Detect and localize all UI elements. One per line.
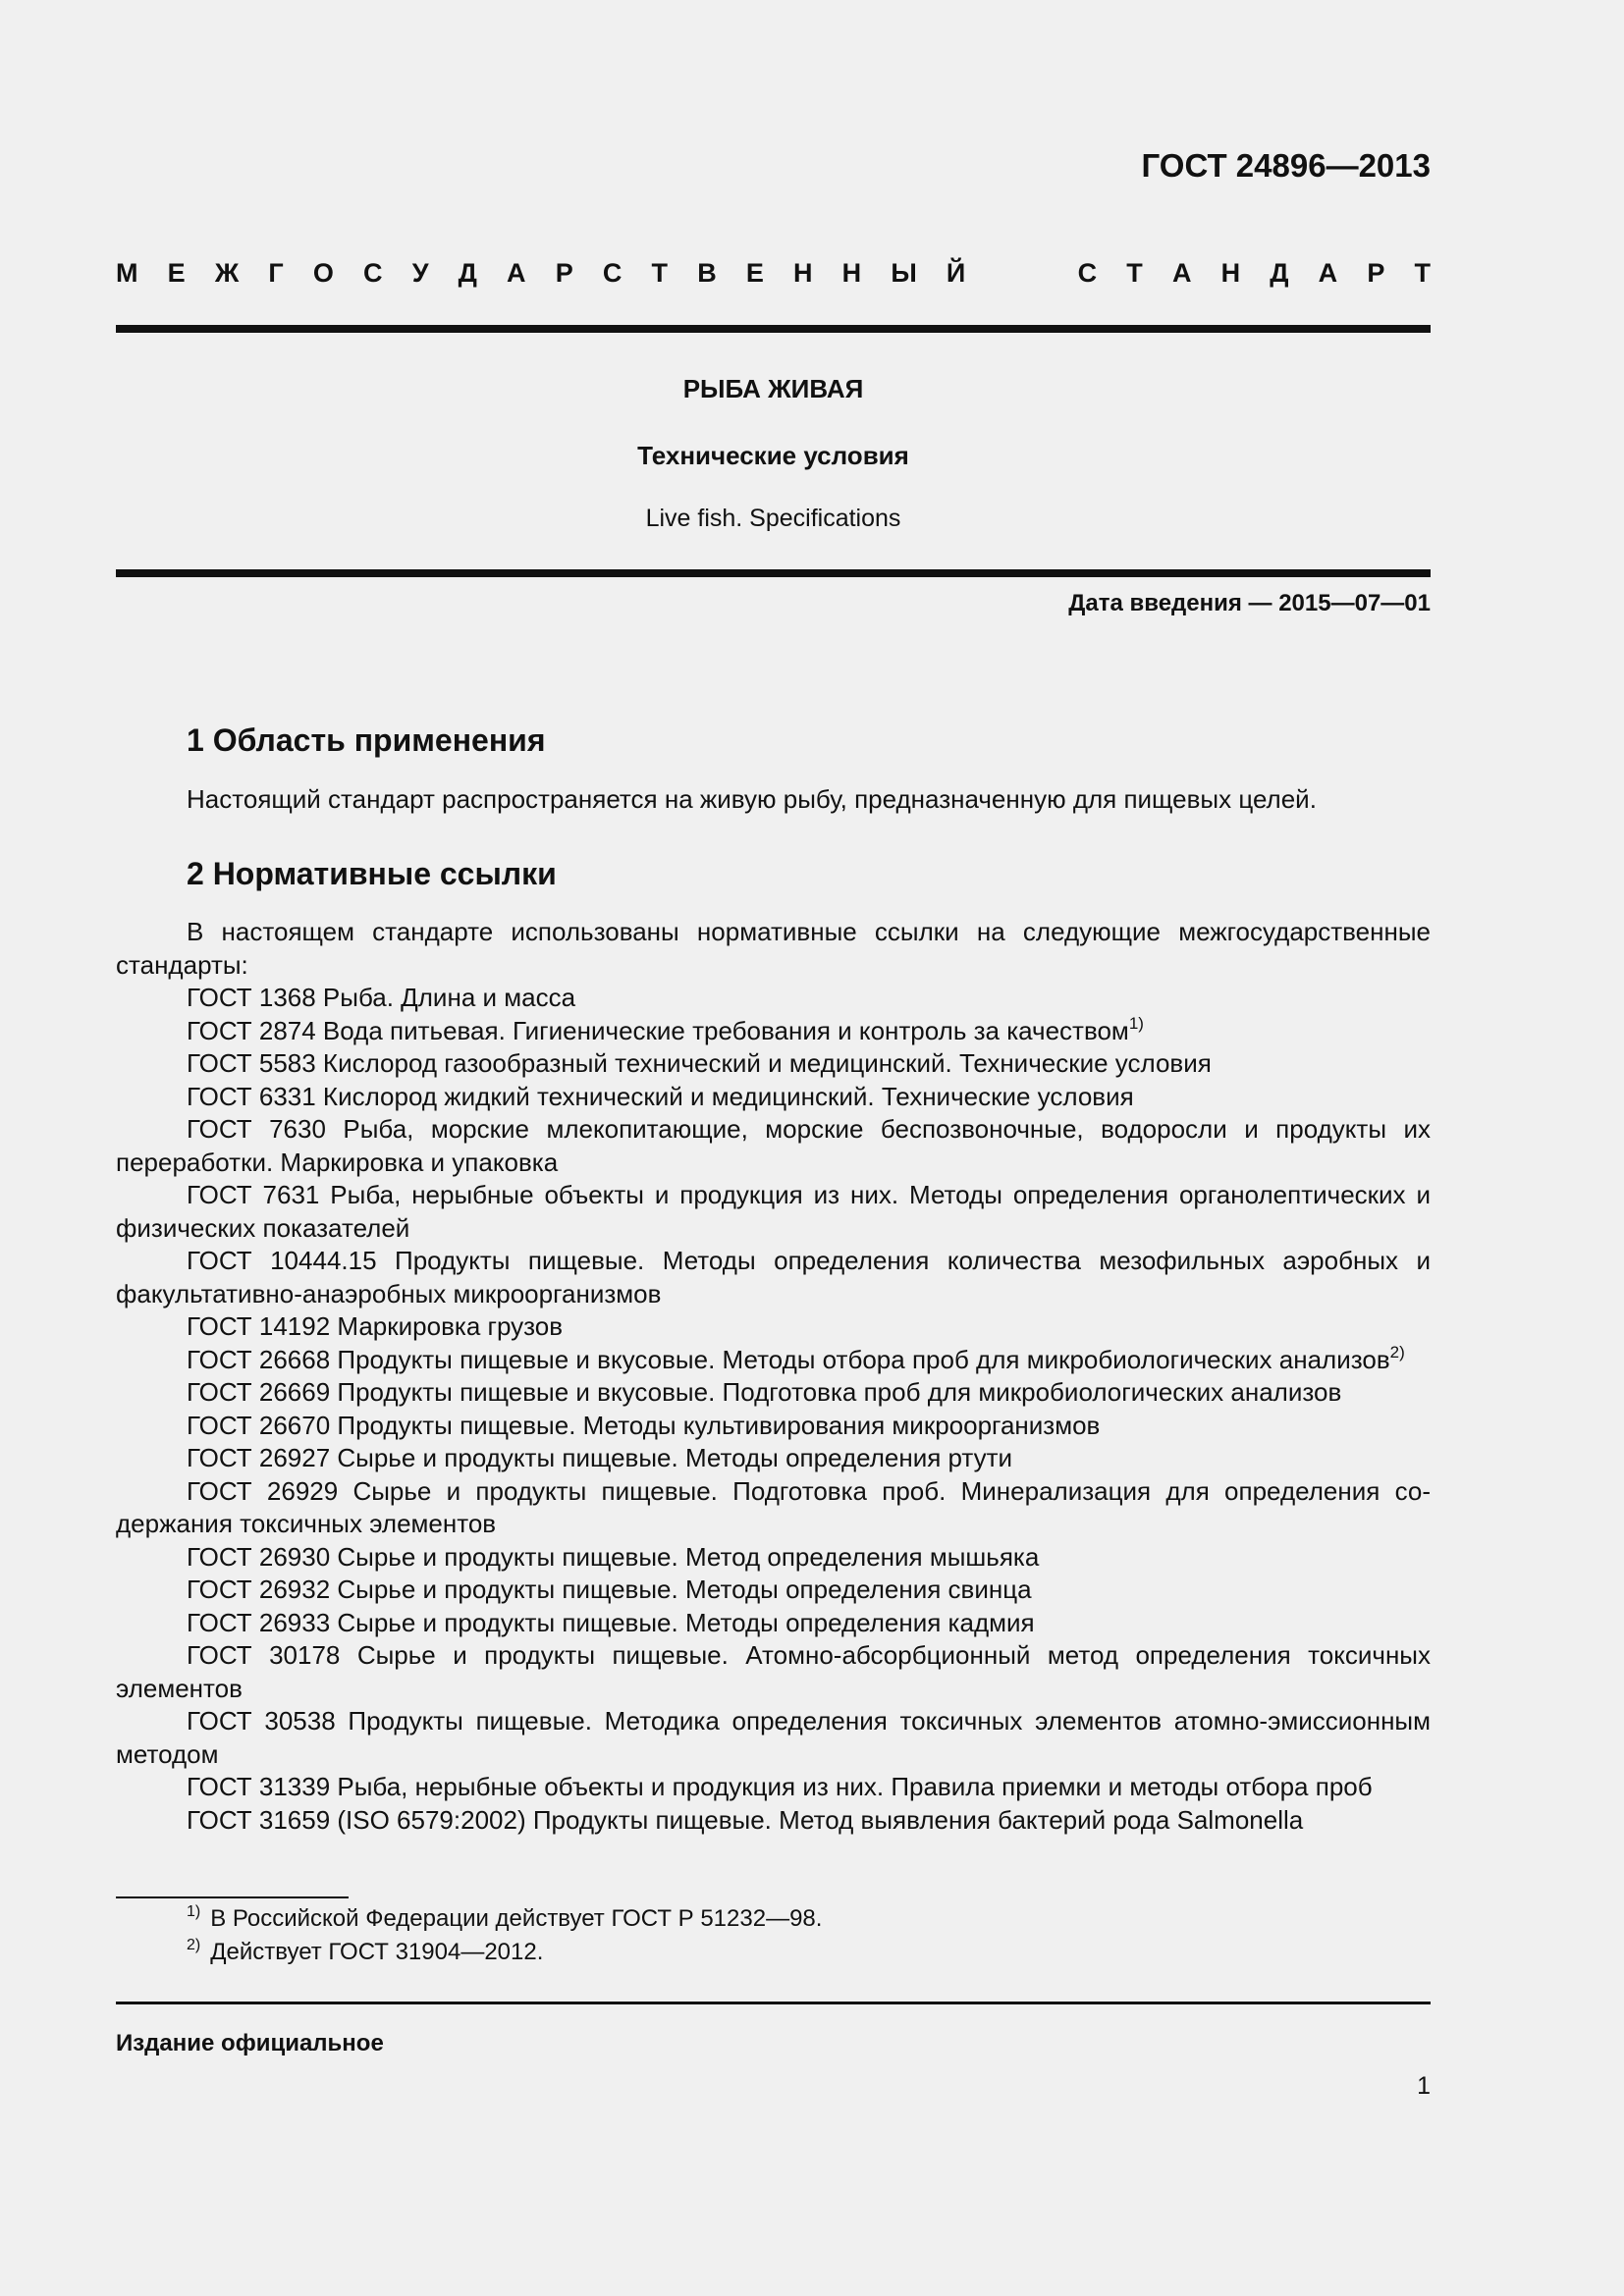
reference-item: ГОСТ 6331 Кислород жидкий технический и медицинский. Технические условия: [187, 1081, 1134, 1111]
official-edition-label: Издание официальное: [116, 2030, 384, 2056]
reference-item: ГОСТ 31659 (ISO 6579:2002) Продукты пищевые. Метод выявления бактерий рода Salmonella: [187, 1804, 1304, 1835]
heading-letter: А: [507, 258, 526, 288]
paragraph: Настоящий стандарт распространяется на живую рыбу, предназначенную для пищевых целей.: [187, 784, 1317, 814]
document-subtitle: Технические условия: [637, 441, 909, 470]
reference-item: ГОСТ 26930 Сырье и продукты пищевые. Метод определения мышьяка: [187, 1541, 1040, 1572]
title-rule: [116, 569, 1431, 577]
heading-letter: Е: [167, 258, 186, 288]
heading-letter: А: [1171, 258, 1192, 288]
reference-item: ГОСТ 5583 Кислород газообразный технический и медицинский. Технические условия: [187, 1048, 1212, 1078]
reference-item: ГОСТ 26670 Продукты пищевые. Методы культивирования микроорганизмов: [187, 1410, 1101, 1440]
section-body-scope: [116, 783, 1431, 817]
word-gap: [995, 253, 1048, 293]
footnote-number: 2): [187, 1937, 201, 1953]
document-title-english: Live fish. Specifications: [645, 505, 901, 532]
footnote-separator: [116, 1896, 349, 1898]
heading-letter: У: [411, 258, 429, 288]
heading-letter: С: [1077, 258, 1098, 288]
footnote-mark: 2): [1389, 1342, 1405, 1362]
reference-item: ГОСТ 31339 Рыба, нерыбные объекты и продукция из них. Правила приемки и методы отбора проб: [187, 1772, 1373, 1801]
reference-item: ГОСТ 7631 Рыба, нерыбные объекты и продукция из них. Методы определения органолептических и физических показателей: [116, 1180, 1431, 1243]
heading-letter: О: [312, 258, 334, 288]
footnote-mark: 1): [1128, 1013, 1144, 1033]
standard-type-heading: [116, 253, 1431, 293]
reference-item: ГОСТ 30538 Продукты пищевые. Методика определения токсичных элементов атомно-эмиссионным методом: [116, 1706, 1431, 1769]
reference-item: ГОСТ 30178 Сырье и продукты пищевые. Атомно-абсорбционный метод определения токсичных элементов: [116, 1640, 1431, 1703]
reference-item: ГОСТ 1368 Рыба. Длина и масса: [187, 983, 576, 1012]
document-number: ГОСТ 24896—2013: [1141, 147, 1431, 184]
heading-letter: Ж: [214, 258, 240, 288]
section-body-references: [116, 916, 1431, 1837]
footer-rule: [116, 2002, 1431, 2004]
header-rule: [116, 325, 1431, 333]
reference-item: ГОСТ 26933 Сырье и продукты пищевые. Методы определения кадмия: [187, 1607, 1035, 1637]
reference-item: ГОСТ 10444.15 Продукты пищевые. Методы определения количества мезофильных аэробных и факультативно-анаэробных микроорганизмов: [116, 1246, 1431, 1308]
reference-item: ГОСТ 26668 Продукты пищевые и вкусовые. Методы отбора проб для микробиологических анализов$^{2)}$: [187, 1342, 1405, 1374]
footnote: $^{2)}$ Действует ГОСТ 31904—2012.: [187, 1937, 544, 1965]
document-page: [116, 0, 1431, 2296]
heading-letter: Н: [841, 258, 862, 288]
heading-letter: Т: [1126, 258, 1143, 288]
heading-letter: Д: [458, 258, 477, 288]
heading-letter: Т: [651, 258, 669, 288]
heading-letter: С: [602, 258, 623, 288]
heading-letter: Т: [1414, 258, 1431, 288]
footnote: $^{1)}$ В Российской Федерации действует ГОСТ Р 51232—98.: [187, 1903, 823, 1932]
heading-letter: С: [363, 258, 383, 288]
reference-item: ГОСТ 2874 Вода питьевая. Гигиенические требования и контроль за качеством$^{1)}$: [187, 1013, 1144, 1045]
heading-letter: Р: [555, 258, 573, 288]
section-heading-references: 2 Нормативные ссылки: [187, 856, 557, 891]
footnote-number: 1): [187, 1903, 201, 1920]
reference-item: ГОСТ 26669 Продукты пищевые и вкусовые. Подготовка проб для микробиологических анализов: [187, 1377, 1342, 1407]
paragraph: В настоящем стандарте использованы нормативные ссылки на следующие межгосударственные стандарты:: [116, 917, 1431, 980]
section-heading-scope: 1 Область применения: [187, 722, 546, 758]
reference-item: ГОСТ 14192 Маркировка грузов: [187, 1311, 564, 1341]
reference-item: ГОСТ 7630 Рыба, морские млекопитающие, морские беспозвоночные, водоросли и продукты их переработки. Маркировка и упаковка: [116, 1114, 1431, 1177]
heading-letter: Ы: [891, 258, 917, 288]
heading-letter: Г: [268, 258, 284, 288]
introduction-date: Дата введения — 2015—07—01: [1068, 590, 1431, 616]
reference-item: ГОСТ 26929 Сырье и продукты пищевые. Подготовка проб. Минерализация для определения содержания токсичных элементов: [116, 1475, 1431, 1538]
reference-item: ГОСТ 26932 Сырье и продукты пищевые. Методы определения свинца: [187, 1575, 1032, 1604]
heading-letter: Й: [946, 258, 966, 288]
heading-letter: Н: [1220, 258, 1241, 288]
heading-letter: Е: [745, 258, 764, 288]
reference-item: ГОСТ 26927 Сырье и продукты пищевые. Методы определения ртути: [187, 1443, 1013, 1472]
page-number: 1: [1417, 2072, 1431, 2100]
document-title: РЫБА ЖИВАЯ: [682, 374, 864, 403]
heading-letter: А: [1318, 258, 1338, 288]
heading-letter: В: [697, 258, 717, 288]
heading-letter: Н: [793, 258, 813, 288]
heading-letter: М: [116, 258, 138, 288]
heading-letter: Д: [1270, 258, 1289, 288]
heading-letter: Р: [1367, 258, 1385, 288]
footnotes: [187, 1902, 822, 1969]
